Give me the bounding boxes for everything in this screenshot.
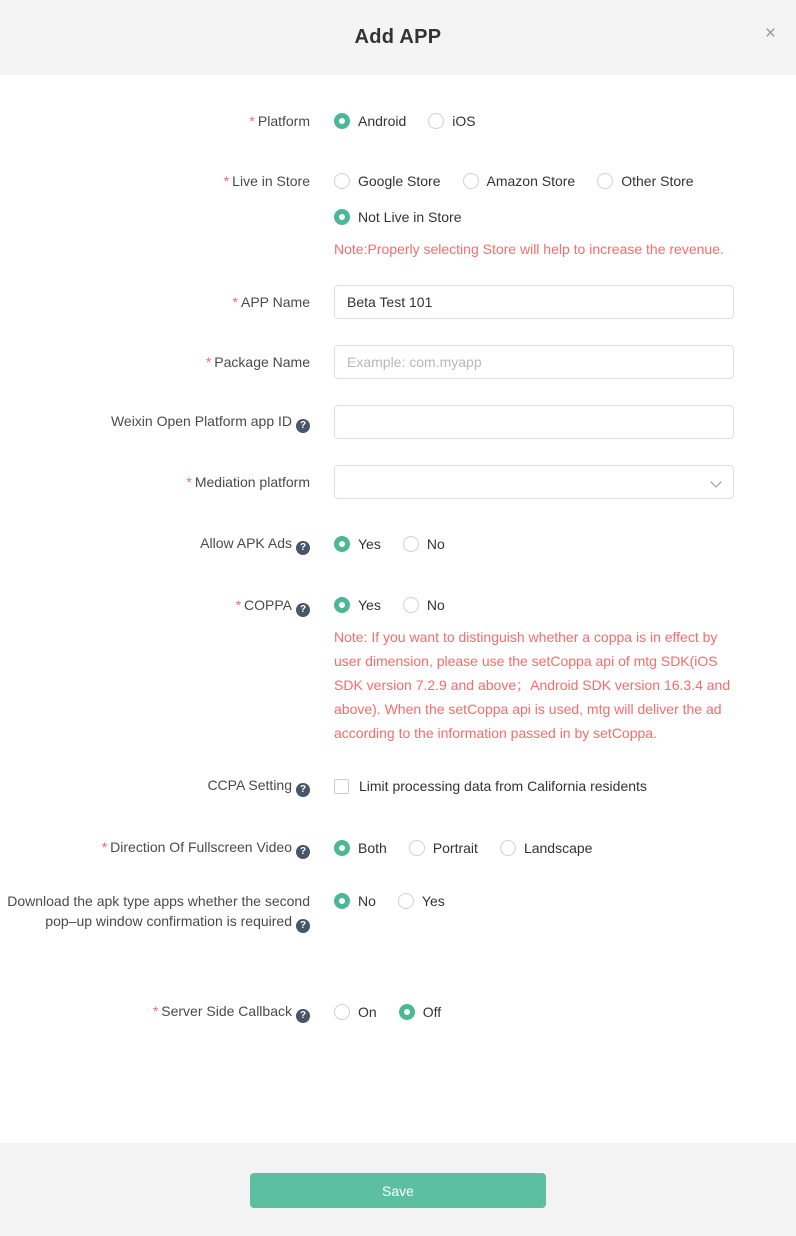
platform-label: * Platform (249, 113, 310, 129)
checkbox-icon (334, 779, 349, 794)
radio-coppa-no[interactable]: No (403, 595, 445, 615)
field-coppa (0, 595, 796, 745)
radio-icon (403, 536, 419, 552)
radio-direction-both[interactable]: Both (334, 838, 387, 858)
radio-selected-icon (334, 113, 350, 129)
field-server-side-callback (0, 1001, 796, 1023)
help-icon[interactable]: ? (296, 419, 310, 433)
help-icon[interactable]: ? (296, 783, 310, 797)
ccpa-setting-label: CCPA Setting ? (0, 775, 310, 797)
radio-direction-landscape[interactable]: Landscape (500, 838, 593, 858)
required-marker: * (152, 1003, 159, 1019)
radio-selected-icon (334, 840, 350, 856)
app-name-input[interactable] (334, 285, 734, 319)
radio-apk-ads-no[interactable]: No (403, 534, 445, 554)
chevron-down-icon (710, 476, 721, 487)
weixin-app-id-input[interactable] (334, 405, 734, 439)
radio-not-live-in-store[interactable]: Not Live in Store (334, 207, 462, 227)
required-marker: * (232, 294, 238, 310)
radio-selected-icon (334, 597, 350, 613)
radio-selected-icon (399, 1004, 415, 1020)
help-icon[interactable]: ? (296, 541, 310, 555)
required-marker: * (235, 597, 242, 613)
app-name-label: * APP Name (232, 294, 310, 310)
weixin-app-id-label: Weixin Open Platform app ID ? (0, 411, 310, 433)
dialog-footer (0, 1143, 796, 1236)
radio-selected-icon (334, 536, 350, 552)
field-mediation-platform (0, 465, 796, 499)
apk-second-popup-label: Download the apk type apps whether the second pop–up window confirmation is required ? (7, 893, 310, 931)
store-note: Note:Properly selecting Store will help to increase the revenue. (334, 241, 724, 257)
required-marker: * (249, 113, 255, 129)
mediation-platform-label: * Mediation platform (186, 474, 310, 490)
field-direction-fullscreen-video (0, 837, 796, 859)
radio-google-store[interactable]: Google Store (334, 171, 441, 191)
radio-icon (403, 597, 419, 613)
radio-coppa-yes[interactable]: Yes (334, 595, 381, 615)
coppa-label: * COPPA ? (0, 595, 310, 617)
dialog-title: Add APP (354, 26, 442, 48)
field-app-name (0, 285, 796, 319)
radio-icon (597, 173, 613, 189)
radio-amazon-store[interactable]: Amazon Store (463, 171, 576, 191)
radio-callback-on[interactable]: On (334, 1002, 377, 1022)
radio-platform-android[interactable]: Android (334, 111, 406, 131)
help-icon[interactable]: ? (296, 919, 310, 933)
field-weixin-app-id (0, 405, 796, 439)
field-package-name (0, 345, 796, 379)
help-icon[interactable]: ? (296, 845, 310, 859)
radio-other-store[interactable]: Other Store (597, 171, 693, 191)
close-icon[interactable]: × (764, 23, 776, 44)
radio-popup-no[interactable]: No (334, 891, 376, 911)
help-icon[interactable]: ? (296, 603, 310, 617)
radio-icon (428, 113, 444, 129)
allow-apk-ads-label: Allow APK Ads ? (0, 533, 310, 555)
required-marker: * (101, 839, 108, 855)
radio-icon (409, 840, 425, 856)
radio-platform-ios[interactable]: iOS (428, 111, 475, 131)
field-allow-apk-ads (0, 533, 796, 555)
radio-icon (463, 173, 479, 189)
required-marker: * (186, 474, 192, 490)
radio-callback-off[interactable]: Off (399, 1002, 441, 1022)
help-icon[interactable]: ? (296, 1009, 310, 1023)
field-live-in-store (0, 171, 796, 261)
radio-icon (334, 173, 350, 189)
dialog-header (0, 0, 796, 75)
radio-selected-icon (334, 209, 350, 225)
radio-selected-icon (334, 893, 350, 909)
ccpa-checkbox-item[interactable]: Limit processing data from California residents (334, 776, 647, 796)
radio-direction-portrait[interactable]: Portrait (409, 838, 478, 858)
server-side-callback-label: * Server Side Callback ? (0, 1001, 310, 1023)
mediation-platform-select[interactable] (334, 465, 734, 499)
direction-label: * Direction Of Fullscreen Video ? (0, 837, 310, 859)
field-platform (0, 111, 796, 131)
coppa-note: Note: If you want to distinguish whether a coppa is in effect by user dimension, please use the setCoppa api of mtg SDK(iOS SDK version 7.2.9 and above；Android SDK version 16.3.4 and above). When the setCoppa api is used, mtg will deliver the ad according to the information passed in by setCoppa. (334, 629, 731, 741)
radio-icon (500, 840, 516, 856)
radio-popup-yes[interactable]: Yes (398, 891, 445, 911)
add-app-form (0, 75, 796, 1143)
field-ccpa-setting (0, 775, 796, 797)
radio-icon (398, 893, 414, 909)
package-name-label: * Package Name (205, 354, 310, 370)
required-marker: * (223, 173, 230, 189)
save-button[interactable]: Save (250, 1173, 546, 1208)
required-marker: * (205, 354, 212, 370)
radio-icon (334, 1004, 350, 1020)
radio-apk-ads-yes[interactable]: Yes (334, 534, 381, 554)
live-in-store-label: * Live in Store (223, 173, 310, 189)
field-apk-second-popup (0, 891, 796, 933)
package-name-input[interactable] (334, 345, 734, 379)
